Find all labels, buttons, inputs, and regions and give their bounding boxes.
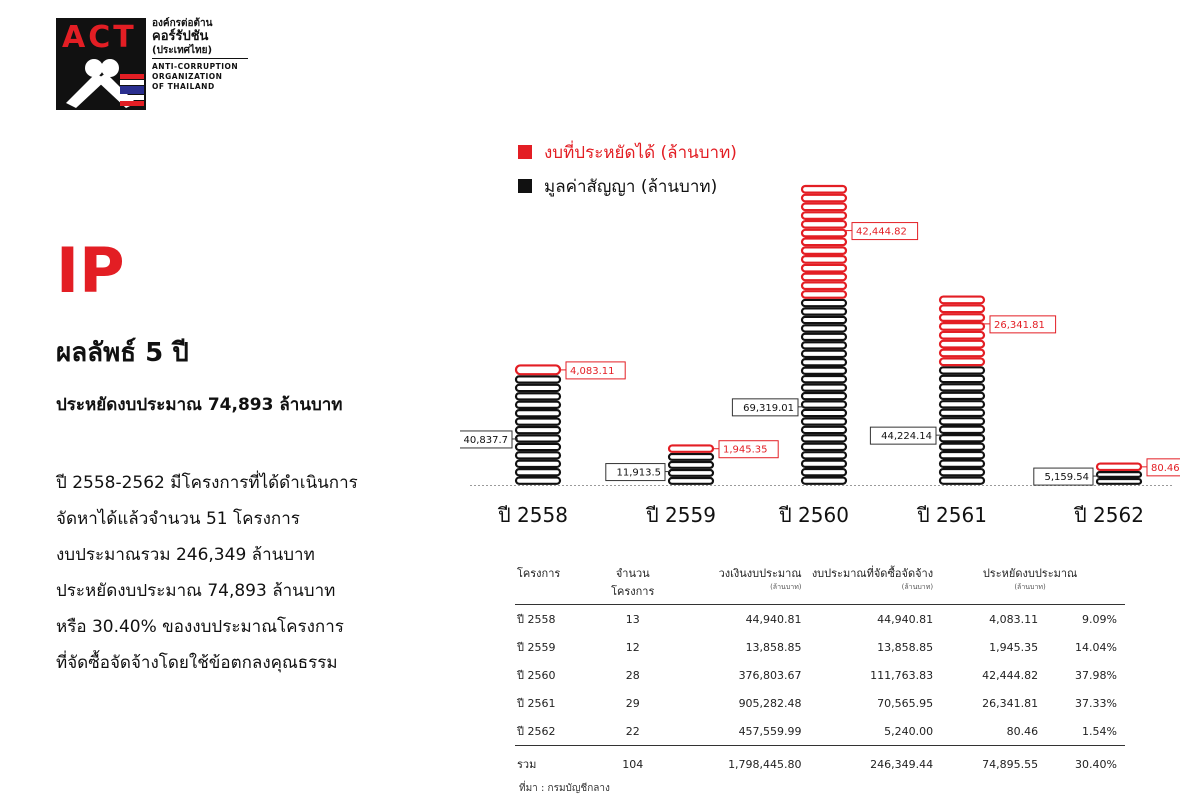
table-cell: 1,945.35 <box>989 640 1039 654</box>
table-cell: 111,763.83 <box>870 668 934 682</box>
bar-contract-4-coin <box>1097 479 1141 484</box>
table-cell: 44,940.81 <box>877 612 934 626</box>
table-cell: 1,798,445.80 <box>672 746 804 779</box>
bar-contract-0-coin <box>516 419 560 425</box>
bar-saved-4-coin <box>1097 464 1141 470</box>
bar-contract-2-coin <box>802 368 846 374</box>
bar-saved-3-coin <box>940 350 984 357</box>
bar-saved-2-coin <box>802 282 846 289</box>
table-cell: รวม <box>515 746 594 779</box>
legend-label-contract: มูลค่าสัญญา (ล้านบาท) <box>544 176 718 197</box>
bar-contract-4 <box>1097 472 1141 484</box>
legend-item-contract <box>518 169 737 203</box>
table-row <box>515 605 1125 634</box>
bar-contract-2-coin <box>802 334 846 340</box>
bar-saved-3-coin <box>940 297 984 304</box>
table-row <box>515 661 1125 689</box>
bar-contract-0 <box>516 376 560 483</box>
bar-contract-3-coin <box>940 452 984 458</box>
bar-contract-2-coin <box>802 461 846 467</box>
bar-contract-2-coin <box>802 308 846 314</box>
bar-saved-0 <box>516 365 560 374</box>
legend-label-saved: งบที่ประหยัดได้ (ล้านบาท) <box>544 142 737 163</box>
bar-saved-3-coin <box>940 332 984 339</box>
bar-saved-2-coin <box>802 291 846 298</box>
bar-contract-0-coin <box>516 478 560 484</box>
table-cell: 70,565.95 <box>877 696 934 710</box>
table-cell: 13,858.85 <box>877 640 934 654</box>
table-cell: 74,895.55 <box>935 746 1040 779</box>
table-row <box>515 689 1125 717</box>
bar-contract-0-coin <box>516 461 560 467</box>
source-note: ที่มา : กรมบัญชีกลาง <box>519 783 610 794</box>
page-title: IP <box>56 234 125 307</box>
logo-text <box>152 18 248 92</box>
bar-saved-3-coin <box>940 314 984 321</box>
table-cell: 457,559.99 <box>738 724 802 738</box>
bar-saved-3-coin <box>940 341 984 348</box>
bar-contract-3-coin <box>940 393 984 399</box>
bar-saved-2-coin <box>802 230 846 237</box>
bar-contract-0-coin <box>516 444 560 450</box>
bar-contract-1-coin <box>669 462 713 468</box>
result-subtitle: ผลลัพธ์ 5 ปี <box>56 338 189 368</box>
table-cell: 22 <box>625 724 640 738</box>
table-cell: 80.46 <box>1006 724 1039 738</box>
table-total-row <box>515 746 1125 779</box>
bar-contract-1-coin <box>669 454 713 460</box>
header-count: จำนวน โครงการ <box>594 560 673 605</box>
label-contract-4: 5,159.54 <box>1044 472 1089 484</box>
x-tick-label: ปี 2558 <box>498 503 568 527</box>
table-cell: 26,341.81 <box>982 696 1039 710</box>
table-cell: ปี 2562 <box>517 725 556 738</box>
header-budget: วงเงินงบประมาณ (ล้านบาท) <box>672 560 804 605</box>
table-header-row <box>515 560 1125 605</box>
bar-saved-3-coin <box>940 305 984 312</box>
label-saved-3: 26,341.81 <box>994 319 1045 331</box>
logo-thai-line3: (ประเทศไทย) <box>152 45 248 59</box>
legend-item-saved <box>518 135 737 169</box>
label-contract-3: 44,224.14 <box>881 431 932 443</box>
bar-saved-1-coin <box>669 445 713 451</box>
label-saved-0: 4,083.11 <box>570 365 615 377</box>
description-line: ประหยัดงบประมาณ 74,893 ล้านบาท <box>56 581 336 601</box>
bar-saved-2-coin <box>802 247 846 254</box>
bar-contract-2-coin <box>802 351 846 357</box>
bar-contract-2-coin <box>802 325 846 331</box>
table-cell: 905,282.48 <box>738 696 802 710</box>
logo-en-line1: ANTI-CORRUPTION <box>152 62 239 71</box>
bar-contract-2-coin <box>802 418 846 424</box>
bar-saved-2-coin <box>802 212 846 219</box>
table-cell: 42,444.82 <box>982 668 1039 682</box>
x-tick-label: ปี 2562 <box>1074 503 1144 527</box>
crossed-arms-icon <box>56 18 146 110</box>
bar-contract-2 <box>802 300 846 484</box>
logo-thai-line1: องค์กรต่อต้าน <box>152 18 213 29</box>
bar-contract-2-coin <box>802 317 846 323</box>
bar-contract-0-coin <box>516 385 560 391</box>
table-cell: 9.09% <box>1082 612 1117 626</box>
bar-contract-1 <box>669 454 713 484</box>
bar-saved-2-coin <box>802 204 846 211</box>
table-cell: ปี 2560 <box>517 669 556 682</box>
summary-table <box>515 560 1125 778</box>
bar-contract-4-coin <box>1097 472 1141 477</box>
label-saved-1: 1,945.35 <box>723 444 768 456</box>
bar-saved-0-coin <box>516 365 560 374</box>
bar-saved-2-coin <box>802 221 846 228</box>
bar-saved-2-coin <box>802 186 846 193</box>
bar-contract-3-coin <box>940 367 984 373</box>
bar-contract-0-coin <box>516 402 560 408</box>
bar-contract-0-coin <box>516 469 560 475</box>
table-cell: 13 <box>625 612 640 626</box>
table-cell: 44,940.81 <box>745 612 802 626</box>
bar-contract-2-coin <box>802 401 846 407</box>
header-procured: งบประมาณที่จัดซื้อจัดจ้าง (ล้านบาท) <box>804 560 936 605</box>
bar-saved-2-coin <box>802 256 846 263</box>
bar-contract-3-coin <box>940 427 984 433</box>
bar-contract-2-coin <box>802 376 846 382</box>
bar-contract-3-coin <box>940 384 984 390</box>
bar-saved-3-coin <box>940 358 984 365</box>
bar-contract-2-coin <box>802 359 846 365</box>
table-cell: 37.98% <box>1075 668 1117 682</box>
description-line: จัดหาได้แล้วจำนวน 51 โครงการ <box>56 509 300 529</box>
bar-contract-0-coin <box>516 410 560 416</box>
description <box>56 465 446 681</box>
table-cell: 13,858.85 <box>745 640 802 654</box>
table-cell: 4,083.11 <box>989 612 1039 626</box>
logo-act-text: ACT <box>62 20 137 55</box>
bar-contract-2-coin <box>802 410 846 416</box>
bar-contract-2-coin <box>802 444 846 450</box>
act-logo <box>56 18 239 113</box>
table-cell: ปี 2559 <box>517 641 556 654</box>
bar-contract-0-coin <box>516 393 560 399</box>
bar-contract-2-coin <box>802 342 846 348</box>
bar-contract-0-coin <box>516 427 560 433</box>
table-cell: 12 <box>625 640 640 654</box>
description-line: ที่จัดซื้อจัดจ้างโดยใช้ข้อตกลงคุณธรรม <box>56 653 338 673</box>
logo-thai-line2: คอร์รัปชัน <box>152 29 209 44</box>
table-cell: 104 <box>594 746 673 779</box>
bar-saved-2-coin <box>802 239 846 246</box>
label-contract-1: 11,913.5 <box>616 467 661 479</box>
logo-en-line2: ORGANIZATION <box>152 72 223 81</box>
table-cell: 37.33% <box>1075 696 1117 710</box>
bar-contract-3-coin <box>940 478 984 484</box>
table-cell: 1.54% <box>1082 724 1117 738</box>
label-saved-2: 42,444.82 <box>856 226 907 238</box>
bar-saved-2-coin <box>802 195 846 202</box>
table-cell: 5,240.00 <box>884 724 934 738</box>
table-row <box>515 633 1125 661</box>
savings-headline: ประหยัดงบประมาณ 74,893 ล้านบาท <box>56 395 343 415</box>
table-cell: 30.40% <box>1040 746 1125 779</box>
legend-swatch-saved <box>518 145 532 159</box>
bar-saved-3 <box>940 297 984 366</box>
description-line: งบประมาณรวม 246,349 ล้านบาท <box>56 545 315 565</box>
logo-en-line3: OF THAILAND <box>152 82 215 91</box>
bar-contract-0-coin <box>516 435 560 441</box>
x-tick-label: ปี 2559 <box>646 503 716 527</box>
bar-contract-2-coin <box>802 427 846 433</box>
bar-contract-0-coin <box>516 452 560 458</box>
bar-contract-2-coin <box>802 393 846 399</box>
header-savings: ประหยัดงบประมาณ (ล้านบาท) <box>935 560 1125 605</box>
bar-contract-2-coin <box>802 385 846 391</box>
x-tick-label: ปี 2560 <box>779 503 849 527</box>
chart-legend <box>518 135 737 203</box>
bar-contract-2-coin <box>802 469 846 475</box>
table-cell: 28 <box>625 668 640 682</box>
bar-contract-3-coin <box>940 401 984 407</box>
bar-saved-3-coin <box>940 323 984 330</box>
legend-swatch-contract <box>518 179 532 193</box>
bar-contract-2-coin <box>802 478 846 484</box>
bar-saved-2 <box>802 186 846 298</box>
bar-contract-3-coin <box>940 410 984 416</box>
bar-contract-1-coin <box>669 470 713 476</box>
table-cell: 246,349.44 <box>804 746 936 779</box>
bar-contract-2-coin <box>802 452 846 458</box>
x-tick-label: ปี 2561 <box>917 503 987 527</box>
bar-contract-3-coin <box>940 435 984 441</box>
table-cell: ปี 2558 <box>517 613 556 626</box>
table-cell: 29 <box>625 696 640 710</box>
table-row <box>515 717 1125 746</box>
bar-saved-2-coin <box>802 265 846 272</box>
header-project: โครงการ <box>515 560 594 605</box>
table-cell: 376,803.67 <box>738 668 802 682</box>
table-cell: ปี 2561 <box>517 697 556 710</box>
bar-contract-3-coin <box>940 418 984 424</box>
bar-contract-1-coin <box>669 478 713 484</box>
label-contract-2: 69,319.01 <box>743 402 794 414</box>
bar-saved-1 <box>669 445 713 451</box>
bar-saved-2-coin <box>802 274 846 281</box>
label-saved-4: 80.46 <box>1151 462 1180 474</box>
description-line: หรือ 30.40% ของงบประมาณโครงการ <box>56 617 344 637</box>
description-line: ปี 2558-2562 มีโครงการที่ได้ดำเนินการ <box>56 473 358 493</box>
table-cell: 14.04% <box>1075 640 1117 654</box>
bar-contract-2-coin <box>802 435 846 441</box>
label-contract-0: 40,837.7 <box>463 434 508 446</box>
logo-emblem <box>56 18 146 110</box>
bar-contract-3-coin <box>940 469 984 475</box>
bar-contract-0-coin <box>516 376 560 382</box>
bar-contract-3-coin <box>940 444 984 450</box>
bar-contract-3-coin <box>940 376 984 382</box>
bar-contract-2-coin <box>802 300 846 306</box>
bar-contract-3 <box>940 367 984 484</box>
bar-saved-4 <box>1097 464 1141 470</box>
bar-contract-3-coin <box>940 461 984 467</box>
